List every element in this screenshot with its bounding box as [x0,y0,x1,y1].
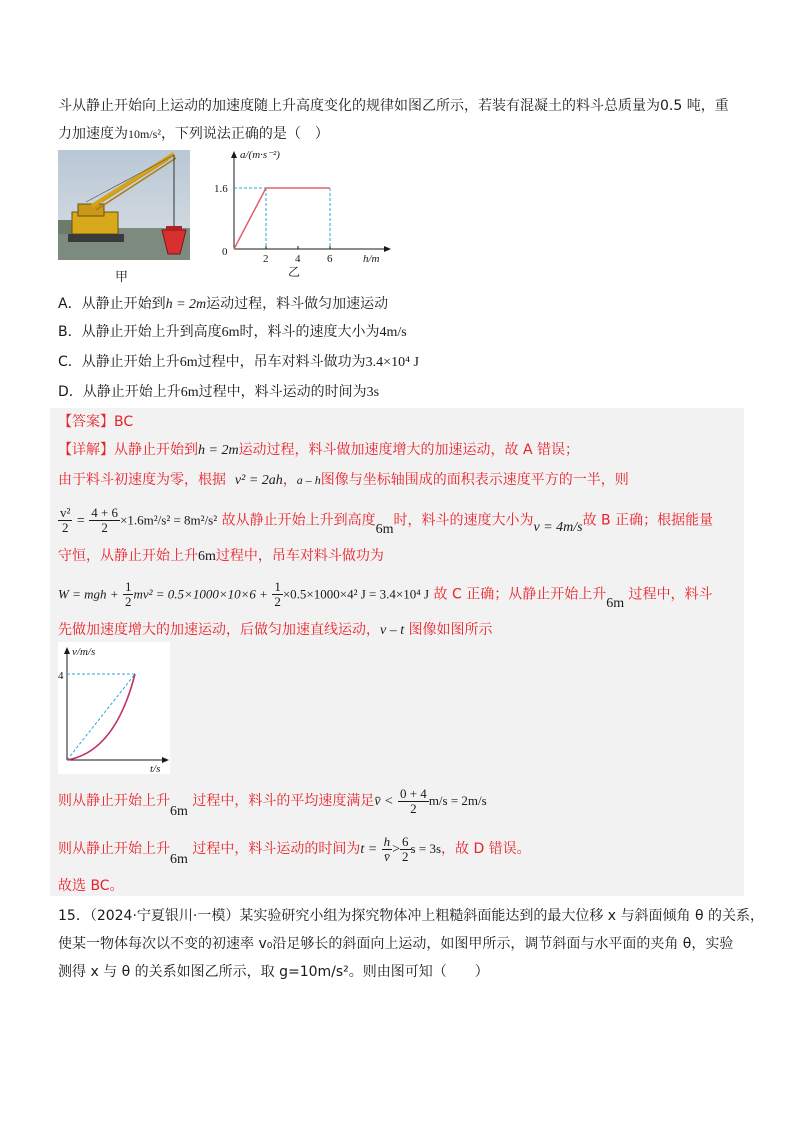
fraction: $\frac{h}{v̄}$ [383,833,391,864]
y-tick-label: 1.6 [214,183,228,195]
detail-text: 故 B 正确；根据能量 [582,512,714,529]
option-b-text: 时，料斗的速度大小为 [239,324,380,340]
detail-text: 从静止开始到 [114,442,198,458]
detail-math: s = 3s [410,841,441,856]
option-a [58,294,388,315]
detail-text: 则从静止开始上升 [58,841,170,857]
answer-line [58,412,133,432]
answer-label: 【答案】 [58,414,114,430]
question-stem-line-1: 斗从静止开始向上运动的加速度随上升高度变化的规律如图乙所示，若装有混凝土的料斗总质量为0.5 吨，重 [58,98,729,114]
option-d-math: 3s [366,385,380,400]
question-stem-line-2 [58,124,329,144]
option-b-math: 4m/s [379,325,407,340]
detail-line-3 [58,506,713,536]
detail-math: 6m [606,595,625,611]
option-d [58,382,379,403]
figure-b-caption: 乙 [288,265,301,279]
detail-math: 6m [375,521,394,537]
y-tick-label: 4 [58,670,64,682]
detail-math: = [76,513,85,529]
option-c-text: C．从静止开始上升 [58,354,180,370]
x-tick-label: 2 [263,253,269,265]
x-tick-label: 6 [327,253,333,265]
detail-text: 由于料斗初速度为零，根据 [58,472,226,488]
stem-text: ，下列说法正确的是（ ） [160,126,329,142]
detail-text: 过程中，料斗 [628,586,713,603]
option-b-text: B．从静止开始上升到高度 [58,324,222,340]
detail-text: 时，料斗的速度大小为 [393,512,534,529]
detail-line-5 [58,580,713,610]
x-axis-label: h/m [363,253,380,265]
option-a-math: h = 2m [165,297,207,312]
gravity-value: 10m/s² [128,127,161,141]
q15-line-1: 15．（2024·宁夏银川·一模）某实验研究小组为探究物体冲上粗糙斜面能达到的最大位移 x 与斜面倾角 θ 的关系， [58,908,764,924]
detail-math: ×0.5×1000×4² J = 3.4×10⁴ J [282,586,430,602]
detail-text: 图像如图所示 [408,622,493,638]
detail-text: ，故 D 错误。 [441,841,531,857]
detail-text: 过程中，料斗运动的时间为 [192,841,361,857]
a-h-graph [214,146,398,279]
answer-value: BC [114,414,134,430]
option-d-math: 6m [180,385,199,400]
option-b-math: 6m [221,325,240,340]
y-axis-label: v/m/s [72,646,96,658]
detail-line-9: 故选 BC。 [58,878,124,894]
detail-line-4 [58,546,384,567]
detail-text: 过程中，吊车对料斗做功为 [215,548,384,564]
detail-text: 故从静止开始上升到高度 [221,512,376,529]
option-d-text: 过程中，料斗运动的时间为 [198,384,367,400]
detail-text: 图像与坐标轴围成的面积表示速度平方的一半，则 [320,472,629,488]
detail-math: v² = 2ah [234,473,283,488]
detail-line-1 [58,440,579,461]
option-c-math: 6m [179,355,198,370]
detail-line-8 [58,834,531,865]
y-axis-label: a/(m·s⁻²) [240,149,280,161]
detail-math: W = mgh + [58,586,119,602]
detail-math: m/s = 2m/s [428,793,487,808]
detail-text: 守恒，从静止开始上升 [58,548,198,564]
detail-math: h = 2m [198,443,239,458]
option-c [58,352,419,373]
option-d-text: D．从静止开始上升 [58,384,181,400]
crane-photo [58,150,190,260]
figure-a-caption: 甲 [115,270,129,285]
detail-math: t = [360,842,378,857]
fraction: $\frac{1}{2}$ [124,579,132,609]
option-b [58,322,407,343]
detail-math: 6m [198,549,216,564]
option-c-math: 3.4×10⁴ J [365,355,419,370]
q15-line-2: 使某一物体每次以不变的初速率 v₀沿足够长的斜面向上运动，如图甲所示，调节斜面与水平面的夹角 θ，实验 [58,936,734,952]
detail-text: 先做加速度增大的加速运动，后做匀加速直线运动， [58,622,380,638]
option-c-text: 过程中，吊车对料斗做功为 [197,354,366,370]
fraction: $\frac{6}{2}$ [402,833,409,864]
detail-math: 6m [170,852,188,867]
detail-math: ×1.6m²/s² = 8m²/s² [120,512,218,528]
detail-line-6 [58,620,493,641]
origin-label: 0 [222,246,228,258]
fraction: $\frac{0 + 4}{2}$ [399,785,427,816]
detail-math: v̄ < [374,794,394,809]
detail-math: mv² = 0.5×1000×10×6 + [133,586,268,602]
detail-text: 则从静止开始上升 [58,793,170,809]
detail-math: a – h [296,473,321,487]
a-h-series-line [234,188,330,249]
fraction: $\frac{\text{v²}}{2}$ [60,505,71,535]
detail-text: 运动过程，料斗做加速度增大的加速运动，故 A 错误； [238,442,580,458]
detail-line-7 [58,786,487,817]
detail-text: 故 C 正确；从静止开始上升 [433,586,607,603]
option-a-text: 运动过程，料斗做匀加速运动 [206,296,389,312]
detail-line-2: 由于料斗初速度为零，根据 v² = 2ah，a – h图像与坐标轴围成的面积表示速度平方的一半，则 [58,472,629,488]
detail-math: v – t [380,623,405,638]
fraction: $\frac{1}{2}$ [274,579,281,609]
q15-line-3: 测得 x 与 θ 的关系如图乙所示，取 g=10m/s²。则由图可知（ ） [58,964,489,980]
option-a-text: A．从静止开始到 [58,296,166,312]
fraction: $\frac{4 + 6}{2}$ [91,505,119,535]
x-axis-label: t/s [150,763,161,775]
x-tick-label: 4 [295,253,301,265]
v-t-graph [58,642,170,774]
detail-math: > [392,842,401,857]
detail-label: 【详解】 [58,442,114,458]
stem-text: 力加速度为 [58,126,128,142]
detail-math: v = 4m/s [533,519,583,535]
detail-math: 6m [170,804,188,819]
detail-text: 过程中，料斗的平均速度满足 [192,793,375,809]
